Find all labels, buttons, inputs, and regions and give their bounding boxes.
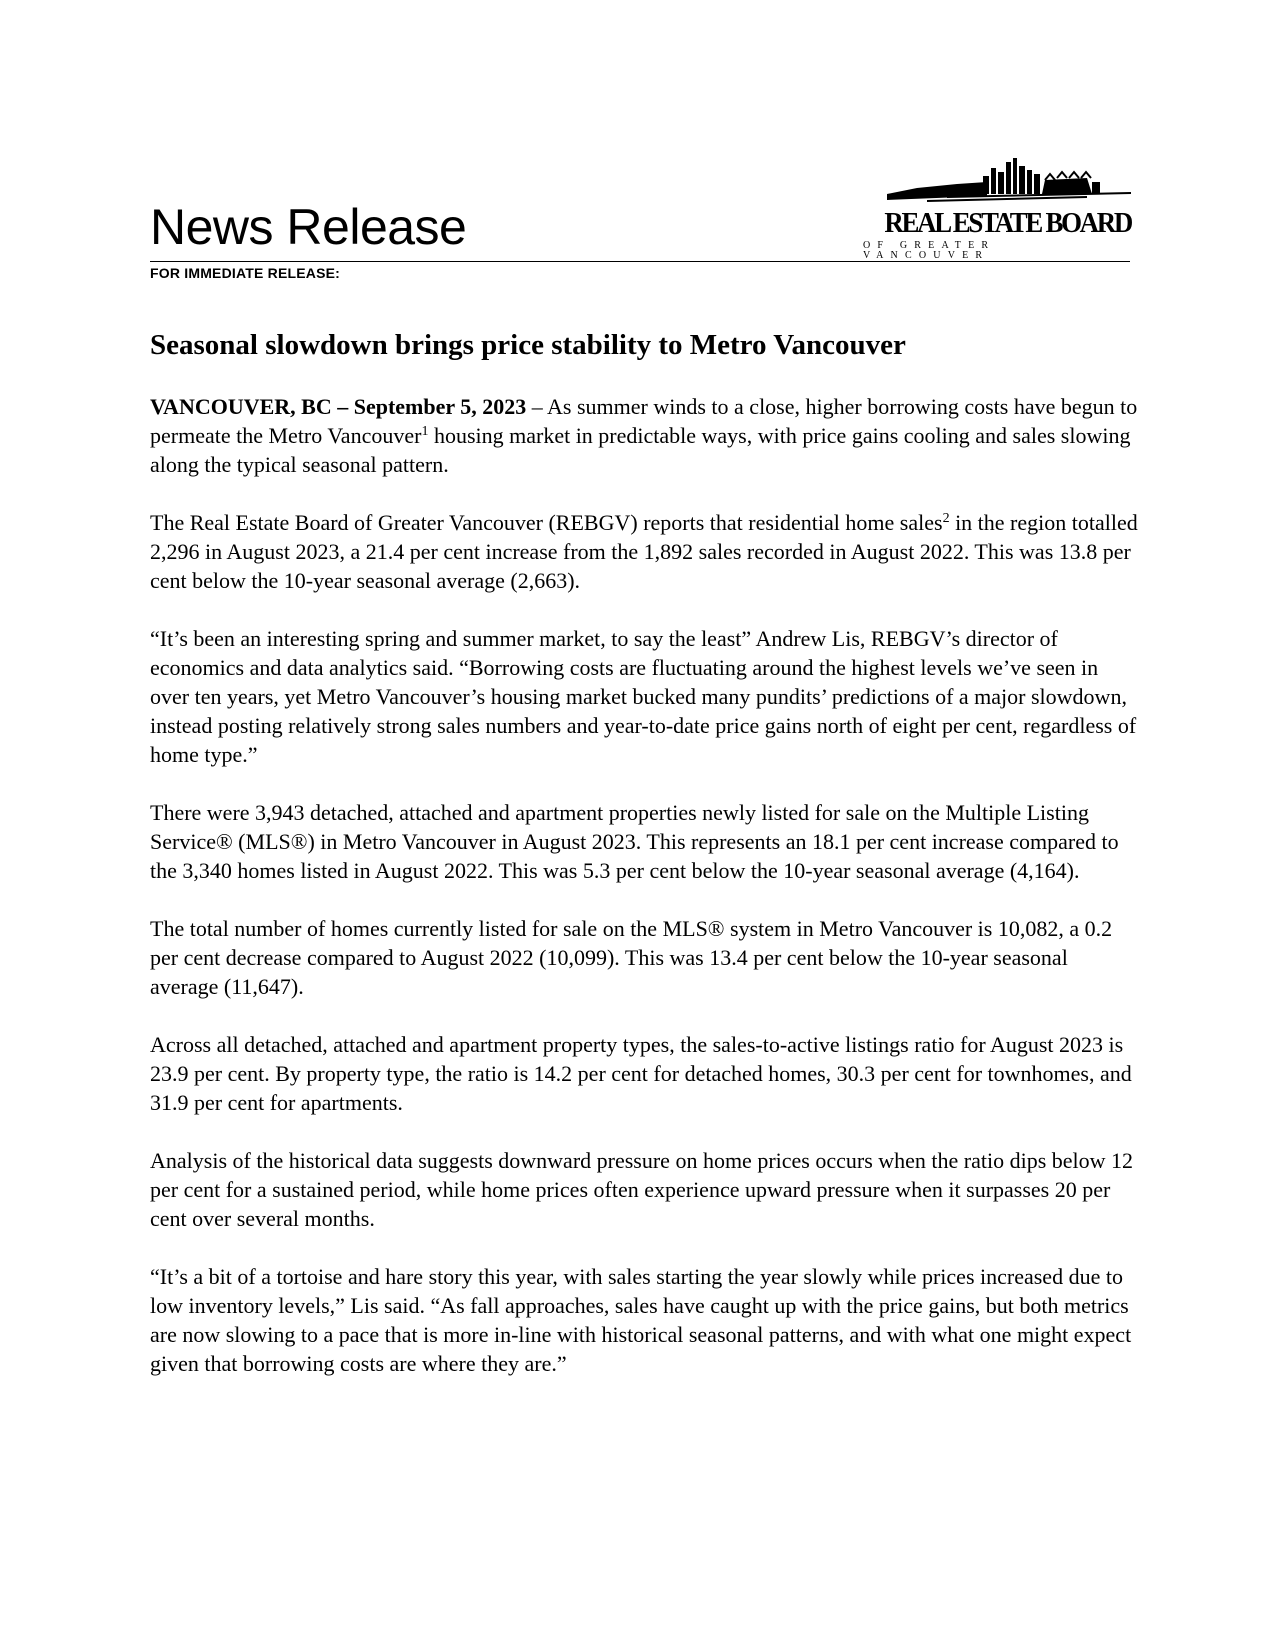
logo-subtitle: OF GREATER VANCOUVER <box>863 240 996 261</box>
paragraph-2 <box>150 508 1140 595</box>
article-body <box>150 392 1140 1407</box>
paragraph-1-text-a: – As summer winds to a close, higher borrowing costs have begun to permeate the Metro Vancouver <box>150 394 1138 448</box>
footnote-ref-1: 1 <box>421 424 429 439</box>
paragraph-1-text-b: housing market in predictable ways, with price gains cooling and sales slowing along the typical seasonal pattern. <box>150 423 1131 477</box>
paragraph-1 <box>150 392 1140 479</box>
skyline-icon <box>887 158 1131 204</box>
release-label: FOR IMMEDIATE RELEASE: <box>150 265 341 281</box>
paragraph-2-text-b: in the region totalled 2,296 in August 2023, a 21.4 per cent increase from the 1,892 sales recorded in August 2022. This was 13.8 per cent below the 10-year seasonal average (2,663). <box>150 510 1138 593</box>
page-title: News Release <box>150 199 467 255</box>
header-divider <box>150 261 1130 262</box>
logo-wordmark: REAL ESTATE BOARD <box>884 208 1131 239</box>
paragraph-5: The total number of homes currently listed for sale on the MLS® system in Metro Vancouver is 10,082, a 0.2 per cent decrease compared to August 2022 (10,099). This was 13.4 per cent below the 10-year seasonal average (11,647). <box>150 916 1113 999</box>
paragraph-6: Across all detached, attached and apartment property types, the sales-to-active listings ratio for August 2023 is 23.9 per cent. By property type, the ratio is 14.2 per cent for detached homes, 30.3 per cent for townhomes, and 31.9 per cent for apartments. <box>150 1032 1132 1115</box>
page-header <box>150 150 1131 281</box>
dateline: VANCOUVER, BC – September 5, 2023 <box>150 394 527 419</box>
paragraph-4: There were 3,943 detached, attached and apartment properties newly listed for sale on the Multiple Listing Service® (MLS®) in Metro Vancouver in August 2023. This represents an 18.1 per cent increase compared to the 3,340 homes listed in August 2022. This was 5.3 per cent below the 10-year seasonal average (4,164). <box>150 800 1119 883</box>
board-logo <box>863 150 1131 261</box>
paragraph-7: Analysis of the historical data suggests downward pressure on home prices occurs when the ratio dips below 12 per cent for a sustained period, while home prices often experience upward pressure when it surpasses 20 per cent over several months. <box>150 1148 1134 1231</box>
paragraph-2-text-a: The Real Estate Board of Greater Vancouver (REBGV) reports that residential home sales <box>150 510 943 535</box>
headline: Seasonal slowdown brings price stability to Metro Vancouver <box>150 329 906 361</box>
paragraph-8: “It’s a bit of a tortoise and hare story this year, with sales starting the year slowly while prices increased due to low inventory levels,” Lis said. “As fall approaches, sales have caught up with the price gains, but both metrics are now slowing to a pace that is more in-line with historical seasonal patterns, and with what one might expect given that borrowing costs are where they are.” <box>150 1264 1132 1376</box>
footnote-ref-2: 2 <box>942 511 950 526</box>
paragraph-3: “It’s been an interesting spring and summer market, to say the least” Andrew Lis, REBGV’s director of economics and data analytics said. “Borrowing costs are fluctuating around the highest levels we’ve seen in over ten years, yet Metro Vancouver’s housing market bucked many pundits’ predictions of a major slowdown, instead posting relatively strong sales numbers and year-to-date price gains north of eight per cent, regardless of home type.” <box>150 626 1137 767</box>
